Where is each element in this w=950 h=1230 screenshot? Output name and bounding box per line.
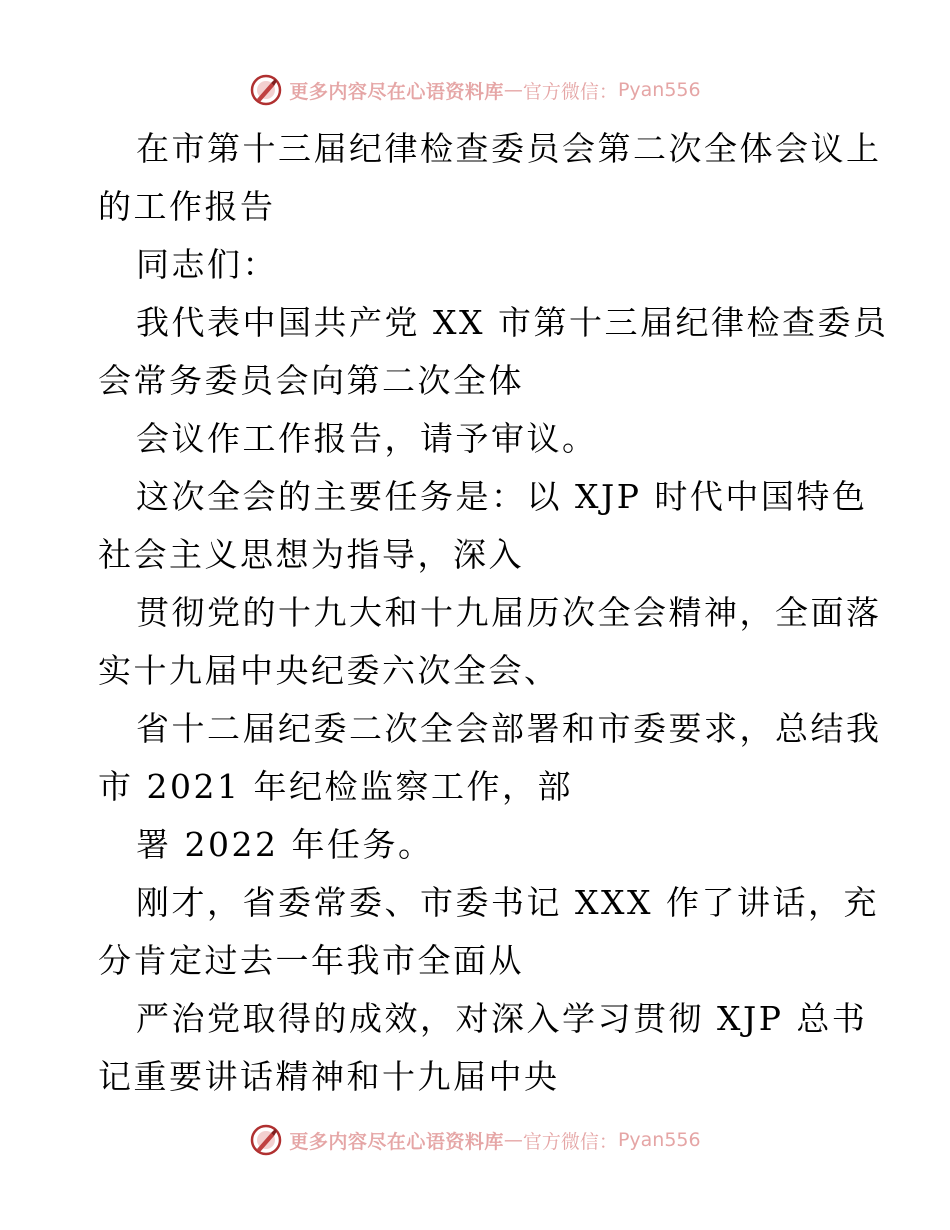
text-line: 同志们： bbox=[136, 245, 278, 284]
banner-wechat-id: Pyan556 bbox=[617, 1129, 701, 1151]
text-line: 严治党取得的成效，对深入学习贯彻 XJP 总书 bbox=[136, 999, 868, 1038]
text-line: 刚才，省委常委、市委书记 XXX 作了讲话，充 bbox=[136, 883, 879, 922]
banner-main-text: 更多内容尽在心语资料库 bbox=[289, 80, 504, 103]
header-watermark-banner bbox=[0, 70, 950, 110]
text-line: 我代表中国共产党 XX 市第十三届纪律检查委员 bbox=[136, 303, 889, 342]
text-line: 省十二届纪委二次全会部署和市委要求，总结我 bbox=[136, 709, 882, 748]
footer-watermark-banner bbox=[0, 1120, 950, 1160]
banner-separator: — bbox=[503, 1129, 523, 1151]
text-line: 社会主义思想为指导，深入 bbox=[98, 535, 524, 574]
text-line: 署 2022 年任务。 bbox=[136, 825, 434, 864]
text-line: 的工作报告 bbox=[98, 187, 276, 226]
text-line: 会议作工作报告，请予审议。 bbox=[136, 419, 598, 458]
text-line: 贯彻党的十九大和十九届历次全会精神，全面落 bbox=[136, 593, 882, 632]
pen-logo-icon bbox=[249, 1123, 283, 1157]
text-line: 在市第十三届纪律检查委员会第二次全体会议上 bbox=[136, 129, 882, 168]
text-line: 分肯定过去一年我市全面从 bbox=[98, 941, 524, 980]
document-body bbox=[98, 120, 889, 1106]
banner-separator: — bbox=[503, 79, 523, 101]
text-line: 市 2021 年纪检监察工作，部 bbox=[98, 767, 573, 806]
text-line: 记重要讲话精神和十九届中央 bbox=[98, 1057, 560, 1096]
banner-main-text: 更多内容尽在心语资料库 bbox=[289, 1130, 504, 1153]
text-line: 这次全会的主要任务是：以 XJP 时代中国特色 bbox=[136, 477, 868, 516]
text-line: 会常务委员会向第二次全体 bbox=[98, 361, 524, 400]
text-line: 实十九届中央纪委六次全会、 bbox=[98, 651, 560, 690]
banner-wechat-label: 官方微信： bbox=[522, 1130, 618, 1153]
banner-wechat-label: 官方微信： bbox=[522, 80, 618, 103]
banner-wechat-id: Pyan556 bbox=[617, 79, 701, 101]
pen-logo-icon bbox=[249, 73, 283, 107]
